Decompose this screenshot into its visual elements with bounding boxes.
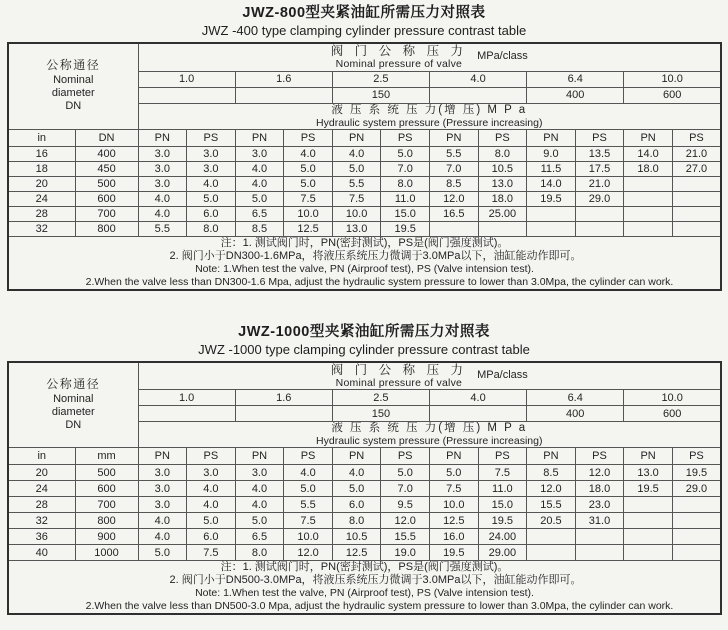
data-cell: 29.0 — [575, 191, 624, 206]
data-cell: 13.0 — [624, 465, 673, 481]
data-cell: 16.0 — [429, 529, 478, 545]
data-cell: 8.5 — [429, 176, 478, 191]
hydraulic-pressure-cn: 液 压 系 统 压 力(增 压) M P a — [331, 422, 528, 434]
column-header-row — [8, 129, 721, 146]
data-cell: 21.0 — [672, 146, 721, 161]
pn-ps-header-cell: PN — [429, 448, 478, 465]
table-row — [8, 176, 721, 191]
pn-ps-header-cell: PN — [429, 129, 478, 146]
data-cell: 20 — [8, 176, 75, 191]
class-value-cell — [235, 87, 332, 103]
data-cell: 10.5 — [332, 529, 381, 545]
data-cell: 6.0 — [332, 497, 381, 513]
class-value-cell: 150 — [332, 406, 429, 422]
class-value-cell: 600 — [624, 87, 721, 103]
nominal-diameter-header — [8, 43, 138, 129]
data-cell: 5.0 — [381, 465, 430, 481]
unit-col-in: in — [8, 448, 75, 465]
data-cell: 11.0 — [381, 191, 430, 206]
class-value-cell — [235, 406, 332, 422]
data-cell: 6.5 — [235, 529, 284, 545]
data-cell: 19.5 — [624, 481, 673, 497]
data-cell: 12.0 — [284, 545, 333, 561]
data-cell: 12.0 — [575, 465, 624, 481]
pn-ps-header-cell: PS — [672, 129, 721, 146]
data-cell: 12.0 — [429, 191, 478, 206]
unit-col-mm: mm — [75, 448, 138, 465]
pressure-class-cell: 6.4 — [527, 390, 624, 406]
data-cell: 5.0 — [332, 481, 381, 497]
data-cell: 7.5 — [429, 481, 478, 497]
valve-pressure-cn: 阀 门 公 称 压 力 — [330, 362, 468, 377]
data-cell: 450 — [75, 161, 138, 176]
table-row — [8, 161, 721, 176]
data-cell — [429, 221, 478, 236]
table-row — [8, 497, 721, 513]
data-cell: 4.0 — [138, 529, 187, 545]
data-cell: 5.0 — [332, 161, 381, 176]
data-cell: 4.0 — [235, 497, 284, 513]
data-cell: 4.0 — [138, 191, 187, 206]
table-row — [8, 513, 721, 529]
data-cell: 15.0 — [478, 497, 527, 513]
data-cell: 25.00 — [478, 206, 527, 221]
data-cell — [624, 176, 673, 191]
table-row — [8, 146, 721, 161]
data-cell — [624, 529, 673, 545]
data-cell: 13.0 — [478, 176, 527, 191]
data-cell: 7.0 — [429, 161, 478, 176]
data-cell: 23.0 — [575, 497, 624, 513]
data-cell — [478, 221, 527, 236]
data-cell: 4.0 — [187, 176, 236, 191]
unit-col-dn: DN — [75, 129, 138, 146]
data-cell: 4.0 — [138, 206, 187, 221]
data-cell — [624, 221, 673, 236]
data-cell: 4.0 — [235, 161, 284, 176]
data-cell: 10.0 — [429, 497, 478, 513]
data-cell: 36 — [8, 529, 75, 545]
data-cell: 19.5 — [527, 191, 576, 206]
data-cell: 5.0 — [235, 513, 284, 529]
nominal-label: Nominal — [53, 74, 94, 87]
data-cell — [672, 191, 721, 206]
data-cell: 5.0 — [429, 465, 478, 481]
data-cell: 3.0 — [138, 146, 187, 161]
data-cell: 10.0 — [284, 206, 333, 221]
data-cell: 29.0 — [672, 481, 721, 497]
notes-row — [8, 236, 721, 290]
class-value-cell: 400 — [527, 87, 624, 103]
diameter-label: diameter — [51, 87, 95, 100]
data-cell: 32 — [8, 221, 75, 236]
pn-ps-header-cell: PN — [138, 129, 187, 146]
data-cell: 7.0 — [381, 161, 430, 176]
data-cell: 28 — [8, 206, 75, 221]
data-cell: 11.5 — [527, 161, 576, 176]
hydraulic-pressure-header — [138, 422, 721, 448]
data-cell: 16.5 — [429, 206, 478, 221]
page-title2-cn: JWZ-1000型夹紧油缸所需压力对照表 — [238, 323, 490, 340]
note-en-2: 2.When the valve less than DN300-1.6 Mpa, adjust the hydraulic system pressure to lower than 3.0Mpa, the cylinder can work. — [85, 275, 674, 288]
data-cell: 20 — [8, 465, 75, 481]
class-value-cell: 150 — [332, 87, 429, 103]
data-cell: 12.0 — [527, 481, 576, 497]
class-value-cell — [138, 406, 235, 422]
data-cell: 18.0 — [478, 191, 527, 206]
valve-pressure-en: Nominal pressure of valve — [335, 58, 463, 71]
notes-cell — [8, 561, 721, 615]
pn-ps-header-cell: PS — [575, 129, 624, 146]
data-cell — [624, 206, 673, 221]
data-cell: 4.0 — [235, 176, 284, 191]
data-rows — [8, 146, 721, 236]
data-cell: 6.5 — [235, 206, 284, 221]
data-cell: 7.5 — [332, 191, 381, 206]
data-cell: 13.0 — [332, 221, 381, 236]
data-cell: 700 — [75, 206, 138, 221]
data-cell: 4.0 — [332, 146, 381, 161]
pn-ps-header-cell: PS — [284, 129, 333, 146]
data-cell — [672, 221, 721, 236]
data-cell: 19.5 — [672, 465, 721, 481]
data-cell: 5.0 — [187, 513, 236, 529]
data-cell: 400 — [75, 146, 138, 161]
data-cell: 5.0 — [284, 161, 333, 176]
data-cell: 800 — [75, 221, 138, 236]
data-cell — [527, 545, 576, 561]
table-row — [8, 191, 721, 206]
data-cell: 3.0 — [138, 465, 187, 481]
data-cell: 6.0 — [187, 529, 236, 545]
data-cell: 14.0 — [527, 176, 576, 191]
data-cell: 800 — [75, 513, 138, 529]
data-cell: 24 — [8, 481, 75, 497]
data-cell — [624, 513, 673, 529]
data-cell: 500 — [75, 465, 138, 481]
data-cell: 7.5 — [187, 545, 236, 561]
data-cell: 8.0 — [187, 221, 236, 236]
data-cell: 5.5 — [429, 146, 478, 161]
data-rows — [8, 465, 721, 561]
data-cell: 32 — [8, 513, 75, 529]
table-row — [8, 206, 721, 221]
data-cell — [672, 529, 721, 545]
mpa-class-unit: MPa/class — [477, 50, 528, 63]
data-cell: 19.5 — [429, 545, 478, 561]
data-cell: 40 — [8, 545, 75, 561]
data-cell — [527, 529, 576, 545]
data-cell: 12.5 — [332, 545, 381, 561]
data-cell: 4.0 — [187, 481, 236, 497]
page-title2-en: JWZ -1000 type clamping cylinder pressure contrast table — [198, 341, 530, 357]
note-en-1: Note: 1.When test the valve, PN (Airproof test), PS (Valve intension test). — [195, 587, 534, 599]
data-cell: 8.0 — [235, 545, 284, 561]
data-cell: 28 — [8, 497, 75, 513]
data-cell: 6.0 — [187, 206, 236, 221]
data-cell: 24 — [8, 191, 75, 206]
data-cell: 10.0 — [332, 206, 381, 221]
note-en-2: 2.When the valve less than DN500-3.0 Mpa, adjust the hydraulic system pressure to lower than 3.0Mpa, the cylinder can work. — [85, 600, 674, 612]
data-cell: 8.0 — [478, 146, 527, 161]
dn-label: DN — [65, 418, 82, 431]
data-cell: 17.5 — [575, 161, 624, 176]
data-cell: 24.00 — [478, 529, 527, 545]
data-cell: 5.0 — [138, 545, 187, 561]
data-cell: 7.5 — [478, 465, 527, 481]
note-en-1: Note: 1.When test the valve, PN (Airproof test), PS (Valve intension test). — [195, 262, 534, 275]
pn-ps-header-cell: PN — [624, 448, 673, 465]
data-cell: 5.0 — [235, 191, 284, 206]
data-cell: 700 — [75, 497, 138, 513]
pressure-class-cell: 10.0 — [624, 390, 721, 406]
table-row — [8, 545, 721, 561]
data-cell: 1000 — [75, 545, 138, 561]
data-cell: 12.0 — [381, 513, 430, 529]
pn-ps-header-cell: PS — [187, 129, 236, 146]
data-cell: 4.0 — [187, 497, 236, 513]
data-cell: 14.0 — [624, 146, 673, 161]
data-cell: 12.5 — [284, 221, 333, 236]
data-cell: 31.0 — [575, 513, 624, 529]
data-cell — [672, 206, 721, 221]
data-cell — [624, 191, 673, 206]
data-cell: 5.0 — [284, 176, 333, 191]
valve-pressure-header — [138, 362, 721, 390]
data-cell — [672, 513, 721, 529]
pn-ps-header-cell: PS — [187, 448, 236, 465]
data-cell: 3.0 — [187, 465, 236, 481]
data-cell: 5.5 — [284, 497, 333, 513]
pn-ps-header-cell: PS — [284, 448, 333, 465]
data-cell: 13.5 — [575, 146, 624, 161]
data-cell — [672, 545, 721, 561]
pn-ps-header-cell: PN — [527, 448, 576, 465]
data-cell: 500 — [75, 176, 138, 191]
pressure-table-jwz1000 — [7, 361, 722, 616]
data-cell — [527, 221, 576, 236]
data-cell: 19.5 — [381, 221, 430, 236]
data-cell: 5.0 — [284, 481, 333, 497]
hydraulic-pressure-en: Hydraulic system pressure (Pressure increasing) — [316, 116, 543, 129]
data-cell: 5.0 — [381, 146, 430, 161]
jwz-800-section — [0, 5, 728, 291]
class-value-cell — [429, 406, 526, 422]
hydraulic-pressure-header — [138, 103, 721, 129]
pressure-table-jwz800 — [7, 42, 722, 291]
data-cell: 7.0 — [381, 481, 430, 497]
nominal-diameter-header — [8, 362, 138, 448]
data-cell: 3.0 — [138, 161, 187, 176]
pressure-class-cell: 1.0 — [138, 71, 235, 87]
data-cell: 15.0 — [381, 206, 430, 221]
pn-ps-header-cell: PN — [332, 129, 381, 146]
valve-pressure-header — [138, 43, 721, 71]
pn-ps-header-cell: PS — [575, 448, 624, 465]
data-cell: 19.5 — [478, 513, 527, 529]
pn-ps-header-cell: PN — [527, 129, 576, 146]
data-cell: 5.5 — [138, 221, 187, 236]
diameter-label: diameter — [51, 405, 95, 418]
data-cell: 9.5 — [381, 497, 430, 513]
note-cn-2: 2. 阀门小于DN300-1.6MPa，将液压系统压力微调于3.0MPa以下，油缸能动作即可。 — [169, 249, 582, 262]
data-cell: 18.0 — [575, 481, 624, 497]
notes-row — [8, 561, 721, 615]
hydraulic-pressure-cn: 液 压 系 统 压 力(增 压) M P a — [331, 103, 528, 116]
data-cell — [672, 497, 721, 513]
note-cn-2: 2. 阀门小于DN500-3.0MPa，将液压系统压力微调于3.0MPa以下，油缸能动作即可。 — [169, 574, 582, 586]
data-cell — [575, 206, 624, 221]
data-cell: 4.0 — [138, 513, 187, 529]
data-cell: 10.0 — [284, 529, 333, 545]
data-cell: 3.0 — [235, 146, 284, 161]
data-cell: 900 — [75, 529, 138, 545]
column-header-row — [8, 448, 721, 465]
data-cell: 5.0 — [187, 191, 236, 206]
data-cell: 21.0 — [575, 176, 624, 191]
pn-ps-header-cell: PS — [672, 448, 721, 465]
valve-pressure-cn: 阀 门 公 称 压 力 — [330, 44, 468, 59]
class-value-cell: 600 — [624, 406, 721, 422]
note-cn-1: 注：1. 测试阀门时，PN(密封测试)，PS是(阀门强度测试)。 — [220, 561, 509, 573]
data-cell: 3.0 — [235, 465, 284, 481]
table-row — [8, 529, 721, 545]
data-cell: 27.0 — [672, 161, 721, 176]
pn-ps-header-cell: PS — [381, 448, 430, 465]
data-cell: 3.0 — [138, 497, 187, 513]
data-cell: 11.0 — [478, 481, 527, 497]
pressure-class-cell: 2.5 — [332, 71, 429, 87]
table-row — [8, 465, 721, 481]
class-value-cell — [429, 87, 526, 103]
data-cell — [624, 545, 673, 561]
unit-col-in: in — [8, 129, 75, 146]
data-cell: 600 — [75, 481, 138, 497]
data-cell: 20.5 — [527, 513, 576, 529]
data-cell: 7.5 — [284, 191, 333, 206]
data-cell: 18 — [8, 161, 75, 176]
data-cell: 8.5 — [527, 465, 576, 481]
header-row-valve — [8, 43, 721, 71]
data-cell: 8.5 — [235, 221, 284, 236]
pn-ps-header-cell: PN — [138, 448, 187, 465]
table-row — [8, 481, 721, 497]
data-cell: 15.5 — [381, 529, 430, 545]
data-cell — [672, 176, 721, 191]
note-cn-1: 注：1. 测试阀门时，PN(密封测试)，PS是(阀门强度测试)。 — [220, 236, 509, 249]
jwz-1000-section — [0, 324, 728, 616]
notes-cell — [8, 236, 721, 290]
pressure-class-cell: 4.0 — [429, 71, 526, 87]
pressure-class-cell: 1.6 — [235, 71, 332, 87]
hydraulic-pressure-en: Hydraulic system pressure (Pressure increasing) — [316, 435, 543, 447]
data-cell: 4.0 — [284, 146, 333, 161]
data-cell: 7.5 — [284, 513, 333, 529]
nominal-label: Nominal — [53, 392, 94, 405]
data-cell: 600 — [75, 191, 138, 206]
pn-ps-header-cell: PN — [624, 129, 673, 146]
pressure-class-cell: 1.6 — [235, 390, 332, 406]
pressure-class-cell: 6.4 — [527, 71, 624, 87]
pressure-class-cell: 2.5 — [332, 390, 429, 406]
data-cell — [624, 497, 673, 513]
class-value-cell — [138, 87, 235, 103]
data-cell: 18.0 — [624, 161, 673, 176]
pn-ps-header-cell: PN — [332, 448, 381, 465]
data-cell: 29.00 — [478, 545, 527, 561]
data-cell — [575, 545, 624, 561]
dn-label: DN — [65, 100, 82, 113]
data-cell: 3.0 — [187, 161, 236, 176]
pn-ps-header-cell: PS — [478, 448, 527, 465]
header-row-valve — [8, 362, 721, 390]
data-cell: 9.0 — [527, 146, 576, 161]
data-cell: 15.5 — [527, 497, 576, 513]
data-cell: 8.0 — [381, 176, 430, 191]
data-cell — [575, 529, 624, 545]
valve-pressure-en: Nominal pressure of valve — [335, 376, 463, 389]
pn-ps-header-cell: PN — [235, 448, 284, 465]
mpa-class-unit: MPa/class — [477, 368, 528, 381]
pn-ps-header-cell: PS — [381, 129, 430, 146]
data-cell: 12.5 — [429, 513, 478, 529]
pn-ps-header-cell: PN — [235, 129, 284, 146]
data-cell: 4.0 — [235, 481, 284, 497]
nominal-diameter-cn: 公称通径 — [46, 376, 101, 391]
table-row — [8, 221, 721, 236]
data-cell: 3.0 — [138, 176, 187, 191]
data-cell: 3.0 — [138, 481, 187, 497]
data-cell: 5.5 — [332, 176, 381, 191]
data-cell: 8.0 — [332, 513, 381, 529]
data-cell — [575, 221, 624, 236]
pressure-class-cell: 4.0 — [429, 390, 526, 406]
data-cell: 4.0 — [284, 465, 333, 481]
data-cell — [527, 206, 576, 221]
pressure-class-cell: 10.0 — [624, 71, 721, 87]
page-title-cn: JWZ-800型夹紧油缸所需压力对照表 — [242, 5, 486, 21]
page-title-en: JWZ -400 type clamping cylinder pressure contrast table — [201, 23, 527, 38]
data-cell: 10.5 — [478, 161, 527, 176]
class-value-cell: 400 — [527, 406, 624, 422]
nominal-diameter-cn: 公称通径 — [46, 58, 101, 73]
data-cell: 3.0 — [187, 146, 236, 161]
data-cell: 4.0 — [332, 465, 381, 481]
pressure-class-cell: 1.0 — [138, 390, 235, 406]
pn-ps-header-cell: PS — [478, 129, 527, 146]
data-cell: 16 — [8, 146, 75, 161]
data-cell: 19.0 — [381, 545, 430, 561]
